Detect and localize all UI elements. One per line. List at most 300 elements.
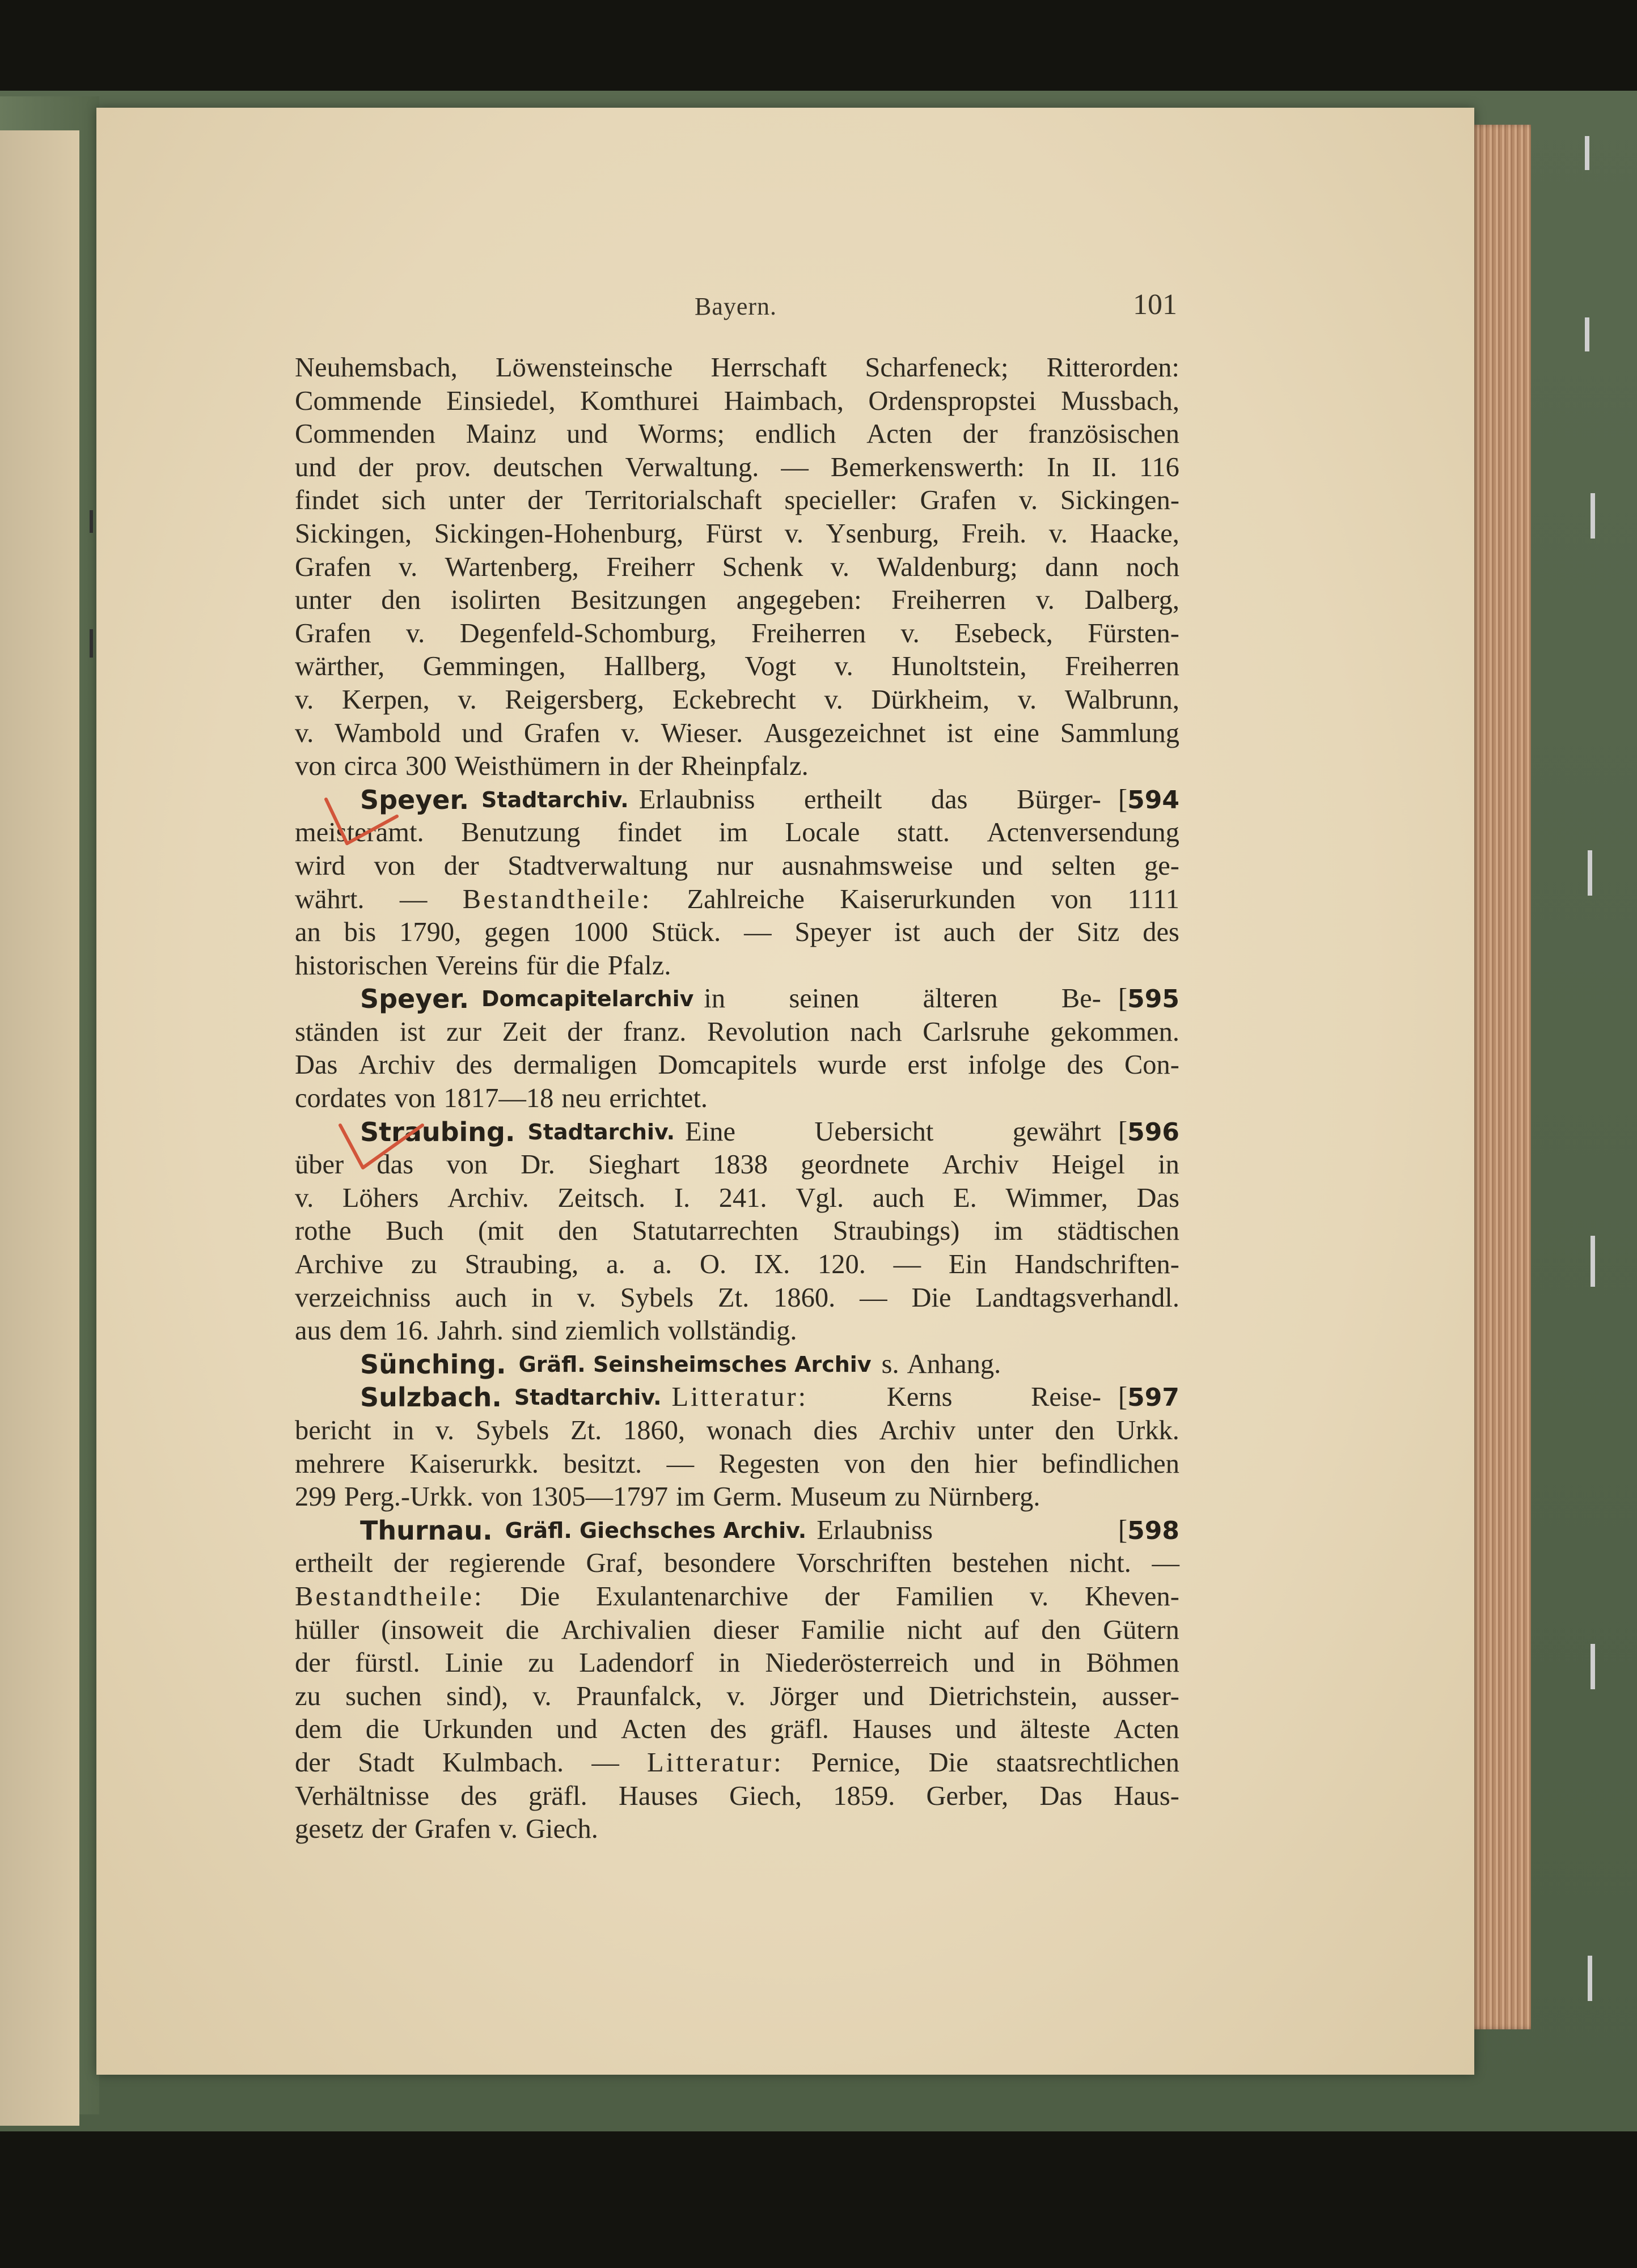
word: der bbox=[295, 1648, 330, 1678]
word: v. bbox=[900, 618, 920, 648]
word: v. bbox=[295, 684, 314, 715]
word: Löhers bbox=[342, 1182, 419, 1213]
entry-first-line-text bbox=[704, 982, 1101, 1016]
word: sind bbox=[511, 1316, 557, 1346]
word: v. bbox=[406, 618, 425, 648]
word: prov. bbox=[415, 452, 471, 482]
word: dem bbox=[339, 1316, 387, 1346]
text-line bbox=[295, 1746, 1179, 1780]
text-line bbox=[295, 750, 1179, 783]
word: und bbox=[862, 1681, 904, 1711]
word: Regesten bbox=[718, 1448, 820, 1479]
word: Archiv bbox=[942, 1150, 1019, 1180]
text-line bbox=[295, 1049, 1179, 1082]
word: Worms; bbox=[638, 419, 725, 450]
word: Hunoltstein, bbox=[891, 651, 1027, 682]
word: Archive bbox=[295, 1249, 384, 1280]
word: Locale bbox=[785, 817, 860, 848]
word: im bbox=[993, 1216, 1023, 1247]
word: für bbox=[526, 950, 559, 981]
word: Zt. bbox=[570, 1415, 602, 1445]
word: In bbox=[1047, 452, 1070, 482]
word: Domcapitels bbox=[658, 1050, 797, 1080]
word: bestehen bbox=[952, 1548, 1049, 1579]
word: dermaligen bbox=[513, 1050, 637, 1080]
entry-archive: Stadtarchiv. bbox=[527, 1119, 675, 1144]
word: und bbox=[566, 419, 608, 450]
word: von bbox=[446, 1150, 488, 1180]
word: Scharfeneck; bbox=[865, 353, 1009, 383]
word: I. bbox=[674, 1182, 691, 1213]
text-line bbox=[295, 1082, 1179, 1116]
word: 1817—18 bbox=[443, 1083, 554, 1114]
word: Kheven- bbox=[1084, 1581, 1179, 1612]
word: in bbox=[531, 1282, 553, 1313]
word: Sitz bbox=[1076, 917, 1120, 948]
entry-archive: Gräfl. Giechsches Archiv. bbox=[505, 1517, 807, 1543]
page-number: 101 bbox=[1133, 289, 1177, 321]
word: noch bbox=[1126, 552, 1179, 582]
text-line bbox=[295, 816, 1179, 850]
word: nach bbox=[850, 1016, 902, 1047]
word: Weisthümern bbox=[454, 751, 601, 782]
word: von bbox=[394, 1083, 436, 1114]
word: Linie bbox=[445, 1648, 504, 1678]
text-line bbox=[295, 1215, 1179, 1248]
text-line bbox=[295, 1182, 1179, 1215]
word: der bbox=[1018, 917, 1054, 948]
word: Erlaubniss bbox=[817, 1515, 933, 1545]
word: Grafen bbox=[295, 552, 371, 582]
word: v. bbox=[398, 552, 418, 582]
word: Commende bbox=[295, 385, 422, 416]
entry-number-value: 598 bbox=[1127, 1516, 1179, 1545]
word: gräfl. bbox=[528, 1781, 587, 1811]
word: Grafen bbox=[920, 485, 997, 516]
word: und bbox=[982, 850, 1023, 881]
word: Germ. bbox=[713, 1482, 782, 1512]
word: Gemmingen, bbox=[422, 651, 566, 682]
word: 1790, bbox=[399, 917, 462, 948]
entry-place: Speyer. bbox=[360, 983, 469, 1015]
text-line bbox=[295, 551, 1179, 584]
word: Verhältnisse bbox=[295, 1781, 430, 1811]
word: den bbox=[381, 585, 421, 616]
word: gegen bbox=[484, 917, 550, 948]
text-line bbox=[295, 451, 1179, 485]
word: von bbox=[374, 850, 416, 881]
text-line bbox=[295, 1614, 1179, 1647]
word: den bbox=[1055, 1415, 1095, 1445]
text-line bbox=[295, 1713, 1179, 1746]
word: angegeben: bbox=[736, 585, 862, 616]
word: 16. bbox=[395, 1316, 429, 1346]
word: Degenfeld-Schomburg, bbox=[459, 618, 717, 648]
text-line bbox=[295, 1148, 1179, 1182]
word: Gütern bbox=[1103, 1614, 1179, 1645]
word: Vorschriften bbox=[796, 1548, 932, 1579]
word: Be- bbox=[1061, 983, 1101, 1014]
word: v. bbox=[1048, 518, 1068, 549]
word: Verwaltung. bbox=[625, 452, 759, 482]
word: den bbox=[1041, 1614, 1081, 1645]
entry-archive: Stadtarchiv. bbox=[481, 787, 629, 812]
text-line bbox=[295, 717, 1179, 751]
word: Reise- bbox=[1031, 1382, 1101, 1413]
word: Handschriften- bbox=[1014, 1249, 1179, 1280]
word: das bbox=[930, 784, 968, 815]
word: Straubing, bbox=[464, 1249, 579, 1280]
word: endlich bbox=[755, 419, 836, 450]
word: Stadt bbox=[358, 1747, 414, 1778]
word: unter bbox=[448, 485, 505, 516]
entry-heading-line bbox=[295, 1514, 1179, 1548]
word: 1111 bbox=[1127, 884, 1179, 914]
word: Dalberg, bbox=[1084, 585, 1179, 616]
word: seinen bbox=[789, 983, 860, 1014]
word: Pernice, bbox=[811, 1747, 901, 1778]
word: Sickingen, bbox=[295, 518, 412, 549]
word: regierende bbox=[449, 1548, 565, 1579]
word: Benutzung bbox=[461, 817, 581, 848]
word: sind), bbox=[446, 1681, 509, 1711]
word: Das bbox=[295, 1050, 338, 1080]
word: in bbox=[608, 751, 630, 782]
word: a. bbox=[606, 1249, 625, 1280]
word: dies bbox=[813, 1415, 858, 1445]
word: Carlsruhe bbox=[923, 1016, 1030, 1047]
word: Archivalien bbox=[561, 1614, 691, 1645]
word: Vereins bbox=[435, 950, 518, 981]
word: v. bbox=[1017, 684, 1037, 715]
word: Freih. bbox=[961, 518, 1027, 549]
word: erst bbox=[907, 1050, 947, 1080]
word: E. bbox=[953, 1182, 977, 1213]
word: Exulantenarchive bbox=[596, 1581, 789, 1612]
word: aus bbox=[295, 1316, 332, 1346]
text-line bbox=[295, 518, 1179, 551]
word: Landtagsverhandl. bbox=[975, 1282, 1179, 1313]
word: Ordenspropstei bbox=[868, 385, 1037, 416]
word: v. bbox=[784, 518, 804, 549]
word: Schenk bbox=[722, 552, 803, 582]
word: bis bbox=[344, 917, 377, 948]
word: ge- bbox=[1144, 850, 1179, 881]
word: auch bbox=[943, 917, 996, 948]
word: gewährt bbox=[1012, 1116, 1101, 1147]
word: Einsiedel, bbox=[446, 385, 556, 416]
text-line bbox=[295, 1680, 1179, 1714]
word: befindlichen bbox=[1042, 1448, 1179, 1479]
word: Con- bbox=[1124, 1050, 1179, 1080]
word: Niederösterreich bbox=[765, 1648, 949, 1678]
word: Uebersicht bbox=[814, 1116, 934, 1147]
word: specieller: bbox=[784, 485, 898, 516]
word: v. bbox=[532, 1681, 552, 1711]
entry-number: [597 bbox=[1118, 1381, 1179, 1414]
word: Pfalz. bbox=[607, 950, 671, 981]
word: 1860, bbox=[623, 1415, 686, 1445]
word: Haus- bbox=[1114, 1781, 1179, 1811]
word: 1838 bbox=[713, 1150, 768, 1180]
word: von bbox=[1051, 884, 1093, 914]
page-edges bbox=[1469, 125, 1531, 2029]
word: 1305—1797 bbox=[530, 1482, 669, 1512]
word: 1860. bbox=[773, 1282, 836, 1313]
text-line bbox=[295, 617, 1179, 651]
word: von bbox=[481, 1482, 523, 1512]
word: Vogt bbox=[745, 651, 797, 682]
word: Hallberg, bbox=[604, 651, 707, 682]
word: Wimmer, bbox=[1005, 1182, 1108, 1213]
word: auch bbox=[455, 1282, 507, 1313]
word: bericht bbox=[295, 1415, 371, 1445]
word: des bbox=[710, 1714, 747, 1745]
word: Archiv bbox=[358, 1050, 435, 1080]
word: Freiherren bbox=[891, 585, 1006, 616]
word: Die bbox=[911, 1282, 951, 1313]
text-line bbox=[295, 385, 1179, 418]
word: infolge bbox=[968, 1050, 1046, 1080]
word: verzeichniss bbox=[295, 1282, 431, 1313]
word: Sickingen-Hohenburg, bbox=[434, 518, 684, 549]
word: von bbox=[295, 751, 336, 782]
word: fürstl. bbox=[355, 1648, 420, 1678]
word: Grafen bbox=[295, 618, 371, 648]
running-head: Bayern. bbox=[695, 292, 777, 320]
word: französischen bbox=[1028, 419, 1179, 450]
entry-number: [594 bbox=[1118, 783, 1179, 817]
word: hier bbox=[974, 1448, 1018, 1479]
word: ausnahmsweise bbox=[781, 850, 953, 881]
word: ertheilt bbox=[295, 1548, 373, 1579]
word: ausser- bbox=[1102, 1681, 1179, 1711]
word: dann bbox=[1045, 552, 1099, 582]
word: Kaiserurkunden bbox=[840, 884, 1016, 914]
word: zu bbox=[295, 1681, 321, 1711]
word: 120. bbox=[817, 1249, 866, 1280]
entry-heading-line bbox=[295, 1116, 1179, 1149]
word: Besitzungen bbox=[570, 585, 707, 616]
word: dem bbox=[295, 1714, 342, 1745]
word: Freiherr bbox=[606, 552, 695, 582]
word: der bbox=[637, 751, 673, 782]
word: wärther, bbox=[295, 651, 385, 682]
word: und bbox=[955, 1714, 997, 1745]
word: in bbox=[1158, 1150, 1179, 1180]
word: in bbox=[392, 1415, 414, 1445]
word: dieser bbox=[713, 1614, 779, 1645]
word: mehrere bbox=[295, 1448, 385, 1479]
word: der bbox=[295, 1747, 330, 1778]
text-line bbox=[295, 684, 1179, 717]
word: Archiv. bbox=[447, 1182, 529, 1213]
word: der bbox=[371, 1814, 407, 1845]
word: IX. bbox=[754, 1249, 790, 1280]
word: — bbox=[893, 1249, 921, 1280]
word: neu bbox=[561, 1083, 602, 1114]
entry-first-line-text bbox=[672, 1381, 1101, 1414]
word: währt. bbox=[295, 884, 365, 914]
word: Statutarrechten bbox=[632, 1216, 799, 1247]
word: v. bbox=[295, 718, 314, 748]
text-line bbox=[295, 1780, 1179, 1813]
word: II. bbox=[1092, 452, 1117, 482]
word: der bbox=[393, 1548, 429, 1579]
word: Urkk. bbox=[1116, 1415, 1179, 1445]
word: — bbox=[399, 884, 428, 914]
word: Acten bbox=[620, 1714, 687, 1745]
word: Ritterorden: bbox=[1046, 353, 1179, 383]
word: Giech, bbox=[729, 1781, 802, 1811]
word: die bbox=[505, 1614, 539, 1645]
word: Jahrh. bbox=[437, 1316, 504, 1346]
word: Sieghart bbox=[588, 1150, 680, 1180]
word: Zeit bbox=[502, 1016, 547, 1047]
word: Bestandtheile: bbox=[462, 884, 652, 914]
word: Esebeck, bbox=[954, 618, 1053, 648]
text-line bbox=[295, 916, 1179, 949]
word: Familie bbox=[801, 1614, 885, 1645]
word: städtischen bbox=[1057, 1216, 1179, 1247]
entry-place: Sünching. bbox=[360, 1349, 506, 1380]
entry-heading-line bbox=[295, 982, 1179, 1016]
entry-first-line-text bbox=[685, 1116, 1101, 1149]
text-line bbox=[295, 1448, 1179, 1481]
entry-archive: Domcapitelarchiv bbox=[481, 986, 694, 1012]
word: in bbox=[1039, 1648, 1061, 1678]
word: v. bbox=[458, 684, 477, 715]
word: hüller bbox=[295, 1614, 359, 1645]
word: vollständig. bbox=[667, 1316, 797, 1346]
word: zur bbox=[446, 1016, 482, 1047]
word: v. bbox=[726, 1681, 746, 1711]
word: ziemlich bbox=[565, 1316, 660, 1346]
word: 116 bbox=[1139, 452, 1179, 482]
word: Grafen bbox=[523, 718, 600, 748]
word: Bemerkenswerth: bbox=[830, 452, 1025, 482]
word: circa bbox=[344, 751, 397, 782]
text-line bbox=[295, 1547, 1179, 1580]
word: Commenden bbox=[295, 419, 435, 450]
word: Territorialschaft bbox=[585, 485, 762, 516]
word: 241. bbox=[718, 1182, 767, 1213]
word: Kulmbach. bbox=[442, 1747, 564, 1778]
word: franz. bbox=[623, 1016, 687, 1047]
word: älteste bbox=[1020, 1714, 1090, 1745]
text-line bbox=[295, 351, 1179, 385]
word: Sickingen- bbox=[1060, 485, 1179, 516]
word: zu bbox=[528, 1648, 555, 1678]
word: Dürkheim, bbox=[871, 684, 990, 715]
text-line bbox=[295, 1647, 1179, 1680]
word: statt. bbox=[897, 817, 950, 848]
entry-number-value: 594 bbox=[1127, 785, 1179, 815]
word: cordates bbox=[295, 1083, 387, 1114]
word: Fürsten- bbox=[1088, 618, 1179, 648]
text-line bbox=[295, 484, 1179, 518]
word: Jörger bbox=[769, 1681, 839, 1711]
word: Waldenburg; bbox=[877, 552, 1018, 582]
word: ertheilt bbox=[803, 784, 882, 815]
text-line bbox=[295, 850, 1179, 883]
entry-number-value: 596 bbox=[1127, 1117, 1179, 1147]
text-line bbox=[295, 949, 1179, 983]
word: gesetz bbox=[295, 1814, 364, 1845]
word: findet bbox=[617, 817, 682, 848]
word: Graf, bbox=[586, 1548, 644, 1579]
text-line bbox=[295, 1481, 1179, 1514]
word: 1859. bbox=[833, 1781, 895, 1811]
entry-archive: Gräfl. Seinsheimsches Archiv bbox=[518, 1351, 872, 1377]
word: O. bbox=[699, 1249, 727, 1280]
word: meisteramt. bbox=[295, 817, 424, 848]
word: eine bbox=[993, 718, 1039, 748]
word: der bbox=[824, 1581, 860, 1612]
word: Das bbox=[1136, 1182, 1179, 1213]
text-line bbox=[295, 1282, 1179, 1315]
word: Giech. bbox=[526, 1814, 598, 1845]
word: die bbox=[566, 950, 600, 981]
word: Actenversendung bbox=[987, 817, 1179, 848]
text-line bbox=[295, 1813, 1179, 1846]
word: Komthurei bbox=[580, 385, 700, 416]
word: Acten bbox=[1114, 1714, 1179, 1745]
word: Neuhemsbach, bbox=[295, 353, 458, 383]
word: den bbox=[910, 1448, 950, 1479]
word: geordnete bbox=[801, 1150, 910, 1180]
word: ist bbox=[399, 1016, 426, 1047]
entry-first-line-text bbox=[639, 783, 1101, 817]
word: — bbox=[591, 1747, 619, 1778]
word: — bbox=[860, 1282, 887, 1313]
word: (mit bbox=[477, 1216, 524, 1247]
entry-number-value: 595 bbox=[1127, 985, 1179, 1014]
word: Haimbach, bbox=[724, 385, 844, 416]
word: Herrschaft bbox=[710, 353, 827, 383]
word: Sybels bbox=[620, 1282, 694, 1313]
text-line bbox=[295, 418, 1179, 451]
page-text bbox=[295, 351, 1179, 1846]
word: historischen bbox=[295, 950, 428, 981]
word: v. bbox=[295, 1182, 314, 1213]
word: v. bbox=[1029, 1581, 1049, 1612]
word: Mussbach, bbox=[1061, 385, 1179, 416]
word: Wambold bbox=[335, 718, 441, 748]
word: v. bbox=[498, 1814, 518, 1845]
entry-place: Thurnau. bbox=[360, 1515, 493, 1546]
text-line bbox=[295, 1414, 1179, 1448]
word: — bbox=[666, 1448, 695, 1479]
text-line bbox=[295, 1248, 1179, 1282]
word: in bbox=[718, 1648, 741, 1678]
text-line bbox=[295, 1016, 1179, 1049]
word: — bbox=[744, 917, 772, 948]
word: Wieser. bbox=[661, 718, 743, 748]
word: Acten bbox=[866, 419, 932, 450]
word: Museum bbox=[790, 1482, 887, 1512]
word: v. bbox=[435, 1415, 455, 1445]
word: Ladendorf bbox=[579, 1648, 694, 1678]
word: Reigersberg, bbox=[505, 684, 644, 715]
word: Stück. bbox=[651, 917, 721, 948]
word: — bbox=[781, 452, 809, 482]
word: Grafen bbox=[414, 1814, 491, 1845]
word: wonach bbox=[706, 1415, 792, 1445]
word: über bbox=[295, 1150, 344, 1180]
entry-first-line-text bbox=[817, 1514, 1101, 1548]
text-line bbox=[295, 1580, 1179, 1614]
